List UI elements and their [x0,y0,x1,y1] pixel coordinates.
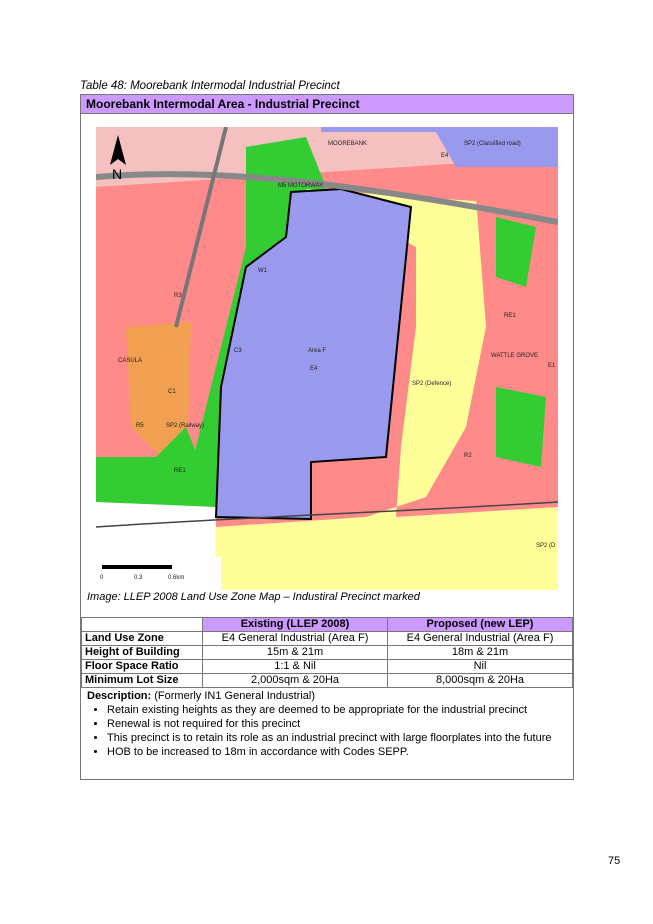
header-blank [82,618,203,632]
map-label-area-f: Area F [308,348,327,354]
map-label-e4-center: E4 [310,366,318,372]
existing-value: E4 General Industrial (Area F) [203,632,388,646]
scale-bar-bg [96,557,221,590]
description-label: Description: [87,690,152,702]
map-label-casula: CASULA [118,358,143,364]
description-heading [87,689,569,703]
row-label: Minimum Lot Size [82,674,203,688]
map-label-sp2-railway: SP2 (Railway) [166,423,205,429]
row-label: Floor Space Ratio [82,660,203,674]
controls-table [81,617,573,688]
map-label-r5: R5 [136,423,144,429]
map-label-re1-right: RE1 [504,313,516,319]
table-row [82,660,573,674]
scale-label-2: 0.6km [168,575,185,581]
precinct-table [80,94,574,780]
scale-label-0: 0 [100,575,104,581]
map-label-r3: R3 [174,293,182,299]
map-label-re1-left: RE1 [174,468,186,474]
table-row [82,632,573,646]
row-label: Height of Building [82,646,203,660]
table-caption: Table 48: Moorebank Intermodal Industrial Precinct [80,80,340,92]
precinct-header: Moorebank Intermodal Area - Industrial Precinct [81,95,573,114]
header-proposed: Proposed (new LEP) [388,618,573,632]
map-label-sp2-classified: SP2 (Classified road) [464,141,521,147]
map-label-m5: M5 MOTORWAY [278,183,324,189]
map-label-c1: C1 [168,389,176,395]
map-label-wattle-grove: WATTLE GROVE [491,353,539,359]
map-label-e4-top: E4 [441,153,449,159]
table-row [82,646,573,660]
map-label-moorebank: MOOREBANK [328,141,368,147]
map-label-sp2-defence: SP2 (Defence) [412,381,452,387]
description-text: (Formerly IN1 General Industrial) [151,690,316,702]
map-label-sp2-bottom: SP2 (D [536,543,556,549]
table-row [82,674,573,688]
recreation-right-lower [496,387,546,467]
image-caption: Image: LLEP 2008 Land Use Zone Map – Industiral Precinct marked [87,591,420,603]
map-label-w1: W1 [258,268,267,274]
proposed-value: Nil [388,660,573,674]
list-item: • Renewal is not required for this precinct [107,717,569,731]
proposed-value: E4 General Industrial (Area F) [388,632,573,646]
existing-value: 1:1 & Nil [203,660,388,674]
row-label: Land Use Zone [82,632,203,646]
list-item: • This precinct is to retain its role as an industrial precinct with large floorplates into the future [107,731,569,745]
scale-label-1: 0.3 [134,575,143,581]
map-label-r2: R2 [464,453,472,459]
proposed-value: 18m & 21m [388,646,573,660]
map-label-e1: E1 [548,363,556,369]
list-item: • HOB to be increased to 18m in accordance with Codes SEPP. [107,745,569,759]
description [87,689,569,759]
header-existing: Existing (LLEP 2008) [203,618,388,632]
page-number: 75 [608,855,621,867]
scale-bar [102,565,172,569]
existing-value: 2,000sqm & 20Ha [203,674,388,688]
north-label: N [112,166,123,182]
map-label-c3: C3 [234,348,242,354]
list-item: • Retain existing heights as they are deemed to be appropriate for the industrial precinct [107,703,569,717]
existing-value: 15m & 21m [203,646,388,660]
land-use-zone-map [96,127,558,590]
table-header-row [82,618,573,632]
proposed-value: 8,000sqm & 20Ha [388,674,573,688]
description-list [87,703,569,759]
